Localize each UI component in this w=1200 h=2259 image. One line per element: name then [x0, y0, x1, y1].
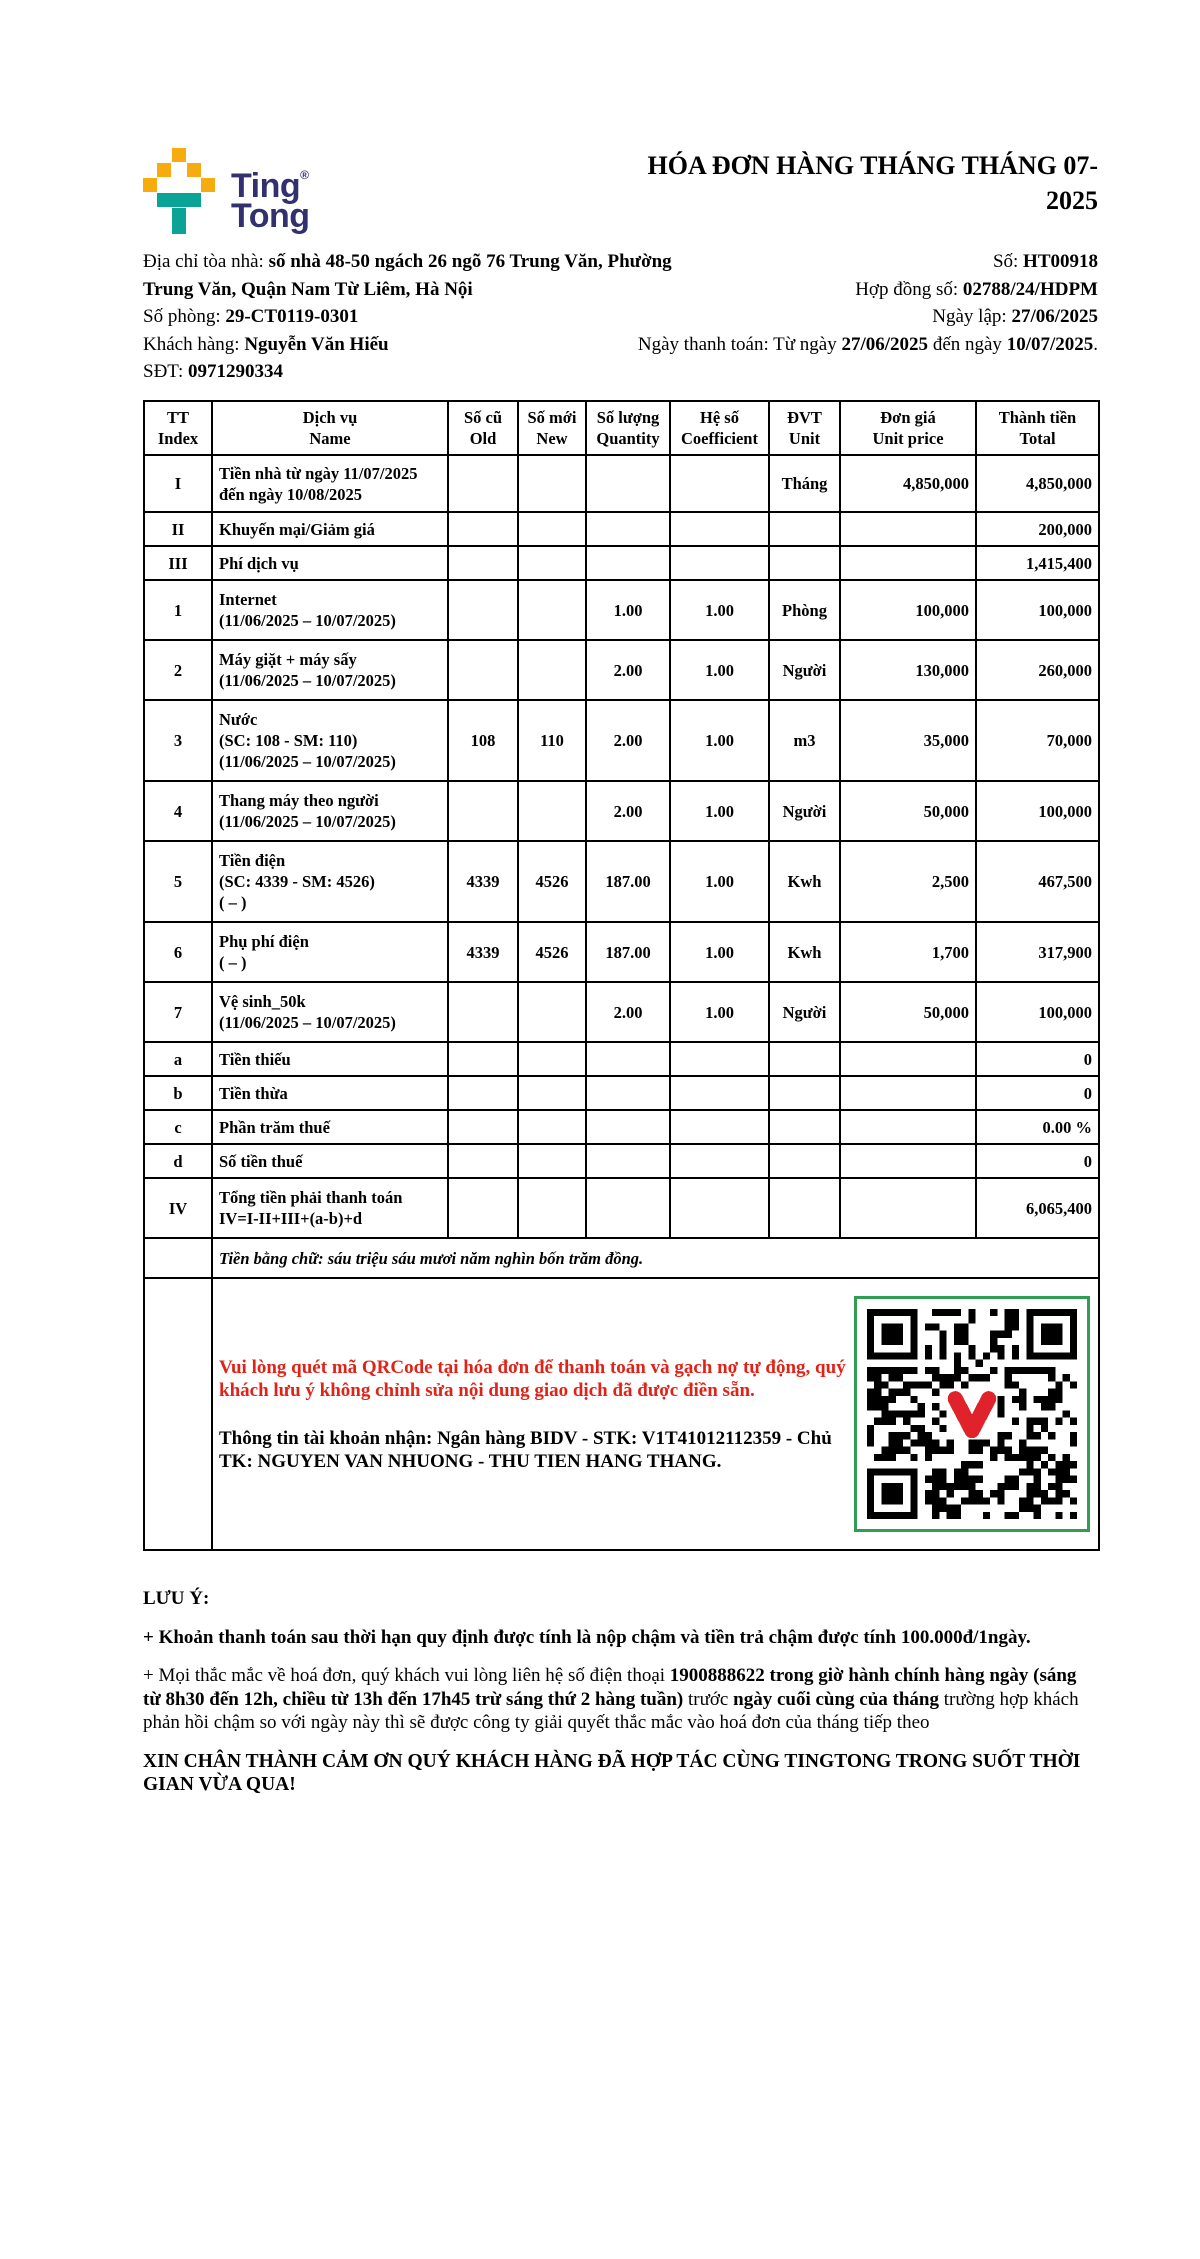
cell-name: Phụ phí điện ( – )	[212, 922, 448, 982]
invoice-title	[648, 148, 1098, 218]
cell-total: 467,500	[976, 841, 1099, 922]
cell-tt: b	[144, 1076, 212, 1110]
cell-unit: Người	[769, 640, 840, 700]
cell-coef	[670, 1110, 769, 1144]
notes-heading: LƯU Ý:	[143, 1588, 210, 1609]
cell-qty	[586, 546, 670, 580]
cell-new: 4526	[518, 841, 586, 922]
cell-total: 4,850,000	[976, 455, 1099, 512]
logo-pixel	[143, 178, 157, 192]
payment-cell	[212, 1278, 1099, 1550]
logo-pixel	[201, 178, 215, 192]
thanks-note: XIN CHÂN THÀNH CẢM ƠN QUÝ KHÁCH HÀNG ĐÃ HỢP TÁC CÙNG TINGTONG TRONG SUỐT THỜI GIAN VỪA QUA!	[143, 1750, 1081, 1795]
cell-new: 4526	[518, 922, 586, 982]
cell-unit	[769, 1110, 840, 1144]
cell-tt: 4	[144, 781, 212, 841]
invoice-info	[143, 248, 1098, 386]
cell-tt: III	[144, 546, 212, 580]
cell-tt: 3	[144, 700, 212, 781]
cell-price	[840, 1110, 976, 1144]
cell-coef: 1.00	[670, 781, 769, 841]
cell-coef: 1.00	[670, 982, 769, 1042]
cell-price	[840, 1042, 976, 1076]
cell-name: Tiền thừa	[212, 1076, 448, 1110]
cell-new	[518, 640, 586, 700]
cell-unit: Phòng	[769, 580, 840, 640]
cell-price: 2,500	[840, 841, 976, 922]
table-row	[144, 781, 1099, 841]
cell-name: Khuyến mại/Giảm giá	[212, 512, 448, 546]
cell-price: 50,000	[840, 781, 976, 841]
cell-total: 0	[976, 1144, 1099, 1178]
cell-unit: Kwh	[769, 841, 840, 922]
cell-total: 0	[976, 1042, 1099, 1076]
building-address-line2: Trung Văn, Quận Nam Từ Liêm, Hà Nội	[143, 278, 473, 300]
cell-new: 110	[518, 700, 586, 781]
invoice-info-right	[638, 248, 1098, 358]
cell-unit: Kwh	[769, 922, 840, 982]
cell-empty	[144, 1238, 212, 1278]
col-header-quantity: Số lượng Quantity	[586, 401, 670, 455]
cell-qty	[586, 1144, 670, 1178]
cell-old	[448, 1042, 518, 1076]
cell-old	[448, 982, 518, 1042]
cell-coef: 1.00	[670, 640, 769, 700]
cell-new	[518, 580, 586, 640]
table-row	[144, 982, 1099, 1042]
table-row	[144, 1076, 1099, 1110]
cell-total: 1,415,400	[976, 546, 1099, 580]
table-row	[144, 700, 1099, 781]
cell-old	[448, 546, 518, 580]
cell-name: Phí dịch vụ	[212, 546, 448, 580]
cell-qty: 2.00	[586, 700, 670, 781]
cell-qty: 187.00	[586, 922, 670, 982]
customer-phone: SĐT: 0971290334	[143, 361, 283, 382]
cell-qty	[586, 455, 670, 512]
cell-old	[448, 1110, 518, 1144]
table-row	[144, 1042, 1099, 1076]
cell-price: 100,000	[840, 580, 976, 640]
cell-unit: Người	[769, 781, 840, 841]
table-row	[144, 1144, 1099, 1178]
cell-price	[840, 1144, 976, 1178]
cell-name: Tiền nhà từ ngày 11/07/2025 đến ngày 10/08/2025	[212, 455, 448, 512]
cell-price: 1,700	[840, 922, 976, 982]
cell-total: 100,000	[976, 982, 1099, 1042]
invoice-table-body	[144, 455, 1099, 1238]
cell-coef	[670, 546, 769, 580]
contact-note: + Mọi thắc mắc về hoá đơn, quý khách vui lòng liên hệ số điện thoại 1900888622 trong giờ hành chính hàng ngày (sáng từ 8h30 đến 12h, chiều từ 13h đến 17h45 trừ sáng thứ 2 hàng tuần) trước ngày cuối cùng của tháng trường hợp khách phản hồi chậm so với ngày này thì sẽ được công ty giải quyết thắc mắc vào hoá đơn của tháng tiếp theo	[143, 1665, 1079, 1733]
cell-name: Tiền thiếu	[212, 1042, 448, 1076]
cell-unit	[769, 546, 840, 580]
cell-unit: m3	[769, 700, 840, 781]
payment-period: Ngày thanh toán: Từ ngày 27/06/2025 đến ngày 10/07/2025.	[637, 333, 1098, 355]
tingtong-logo-text: Ting® Tong	[231, 167, 310, 235]
col-header-unit-price: Đơn giá Unit price	[840, 401, 976, 455]
cell-old	[448, 1076, 518, 1110]
cell-price	[840, 546, 976, 580]
table-row	[144, 455, 1099, 512]
cell-qty: 1.00	[586, 580, 670, 640]
cell-old	[448, 512, 518, 546]
logo-pixel	[157, 193, 201, 207]
cell-price: 35,000	[840, 700, 976, 781]
col-header-coefficient: Hệ số Coefficient	[670, 401, 769, 455]
cell-new	[518, 512, 586, 546]
cell-tt: a	[144, 1042, 212, 1076]
logo-pixel	[172, 148, 186, 162]
cell-new	[518, 1144, 586, 1178]
customer-name: Khách hàng: Nguyễn Văn Hiếu	[143, 333, 389, 355]
cell-price	[840, 1178, 976, 1238]
invoice-header	[143, 148, 1098, 235]
cell-new	[518, 455, 586, 512]
table-header-row	[144, 401, 1099, 455]
cell-old	[448, 1178, 518, 1238]
account-info: Thông tin tài khoản nhận: Ngân hàng BIDV - STK: V1T41012112359 - Chủ TK: NGUYEN VAN NHUONG - THU TIEN HANG THANG.	[219, 1427, 832, 1472]
cell-unit	[769, 1076, 840, 1110]
cell-old: 4339	[448, 841, 518, 922]
col-header-index: TT Index	[144, 401, 212, 455]
cell-qty	[586, 512, 670, 546]
cell-old	[448, 455, 518, 512]
cell-tt: d	[144, 1144, 212, 1178]
cell-price: 130,000	[840, 640, 976, 700]
cell-tt: 5	[144, 841, 212, 922]
invoice-number: Số: HT00918	[992, 251, 1098, 272]
cell-qty	[586, 1042, 670, 1076]
cell-old: 4339	[448, 922, 518, 982]
cell-total: 0	[976, 1076, 1099, 1110]
qr-instruction: Vui lòng quét mã QRCode tại hóa đơn để thanh toán và gạch nợ tự động, quý khách lưu ý không chỉnh sửa nội dung giao dịch đã được điền sẵn.	[219, 1356, 846, 1401]
table-row	[144, 580, 1099, 640]
cell-total: 0.00 %	[976, 1110, 1099, 1144]
logo-pixel	[157, 163, 171, 177]
table-row	[144, 1110, 1099, 1144]
cell-old	[448, 580, 518, 640]
cell-price	[840, 1076, 976, 1110]
table-row	[144, 922, 1099, 982]
amount-in-words: Tiền bằng chữ: sáu triệu sáu mươi năm nghìn bốn trăm đồng.	[212, 1238, 1099, 1278]
cell-unit	[769, 1144, 840, 1178]
cell-new	[518, 781, 586, 841]
invoice-table	[143, 400, 1100, 1551]
room-number: Số phòng: 29-CT0119-0301	[143, 306, 359, 327]
invoice-title-line1: HÓA ĐƠN HÀNG THÁNG THÁNG 07-	[647, 151, 1098, 180]
table-row	[144, 512, 1099, 546]
cell-coef	[670, 1076, 769, 1110]
cell-tt: 2	[144, 640, 212, 700]
cell-coef	[670, 512, 769, 546]
cell-tt: I	[144, 455, 212, 512]
cell-qty: 187.00	[586, 841, 670, 922]
qr-code	[854, 1296, 1090, 1532]
cell-name: Internet (11/06/2025 – 10/07/2025)	[212, 580, 448, 640]
col-header-total: Thành tiền Total	[976, 401, 1099, 455]
cell-unit: Tháng	[769, 455, 840, 512]
cell-name: Tiền điện (SC: 4339 - SM: 4526) ( – )	[212, 841, 448, 922]
cell-coef	[670, 455, 769, 512]
cell-name: Máy giặt + máy sấy (11/06/2025 – 10/07/2025)	[212, 640, 448, 700]
cell-unit	[769, 1042, 840, 1076]
cell-unit	[769, 512, 840, 546]
registered-mark: ®	[300, 168, 309, 182]
cell-price: 4,850,000	[840, 455, 976, 512]
contract-number: Hợp đồng số: 02788/24/HDPM	[855, 278, 1098, 300]
cell-name: Tổng tiền phải thanh toán IV=I-II+III+(a-b)+d	[212, 1178, 448, 1238]
cell-unit	[769, 1178, 840, 1238]
cell-qty	[586, 1076, 670, 1110]
cell-coef: 1.00	[670, 700, 769, 781]
cell-tt: II	[144, 512, 212, 546]
cell-old	[448, 1144, 518, 1178]
cell-qty: 2.00	[586, 640, 670, 700]
cell-price	[840, 512, 976, 546]
cell-total: 100,000	[976, 580, 1099, 640]
cell-new	[518, 1042, 586, 1076]
col-header-name: Dịch vụ Name	[212, 401, 448, 455]
cell-coef: 1.00	[670, 841, 769, 922]
amount-in-words-row	[144, 1238, 1099, 1278]
cell-tt: 1	[144, 580, 212, 640]
cell-tt: IV	[144, 1178, 212, 1238]
cell-coef: 1.00	[670, 580, 769, 640]
col-header-unit: ĐVT Unit	[769, 401, 840, 455]
cell-total: 317,900	[976, 922, 1099, 982]
cell-tt: 7	[144, 982, 212, 1042]
cell-coef	[670, 1144, 769, 1178]
qr-code-image	[867, 1309, 1077, 1519]
cell-qty: 2.00	[586, 781, 670, 841]
cell-name: Vệ sinh_50k (11/06/2025 – 10/07/2025)	[212, 982, 448, 1042]
cell-old	[448, 640, 518, 700]
cell-empty	[144, 1278, 212, 1550]
cell-total: 100,000	[976, 781, 1099, 841]
issue-date: Ngày lập: 27/06/2025	[932, 306, 1098, 327]
invoice-footer	[143, 1587, 1098, 1797]
tingtong-logo	[143, 148, 310, 236]
cell-coef	[670, 1178, 769, 1238]
cell-new	[518, 1178, 586, 1238]
cell-name: Số tiền thuế	[212, 1144, 448, 1178]
table-row	[144, 546, 1099, 580]
cell-coef: 1.00	[670, 922, 769, 982]
table-row	[144, 841, 1099, 922]
col-header-old: Số cũ Old	[448, 401, 518, 455]
table-row	[144, 1178, 1099, 1238]
logo-pixel	[172, 208, 186, 234]
cell-total: 70,000	[976, 700, 1099, 781]
building-address: Địa chỉ tòa nhà: số nhà 48-50 ngách 26 ngõ 76 Trung Văn, Phường	[143, 251, 672, 272]
cell-name: Nước (SC: 108 - SM: 110) (11/06/2025 – 10/07/2025)	[212, 700, 448, 781]
cell-unit: Người	[769, 982, 840, 1042]
cell-total: 260,000	[976, 640, 1099, 700]
cell-total: 200,000	[976, 512, 1099, 546]
logo-pixel	[187, 163, 201, 177]
cell-new	[518, 1110, 586, 1144]
cell-price: 50,000	[840, 982, 976, 1042]
cell-old: 108	[448, 700, 518, 781]
cell-name: Thang máy theo người (11/06/2025 – 10/07/2025)	[212, 781, 448, 841]
late-payment-note: + Khoản thanh toán sau thời hạn quy định được tính là nộp chậm và tiền trả chậm được tính 100.000đ/1ngày.	[143, 1626, 1031, 1648]
cell-qty: 2.00	[586, 982, 670, 1042]
payment-text	[219, 1356, 859, 1473]
cell-total: 6,065,400	[976, 1178, 1099, 1238]
cell-new	[518, 1076, 586, 1110]
cell-old	[448, 781, 518, 841]
payment-row	[144, 1278, 1099, 1550]
table-row	[144, 640, 1099, 700]
cell-qty	[586, 1178, 670, 1238]
cell-name: Phần trăm thuế	[212, 1110, 448, 1144]
cell-new	[518, 546, 586, 580]
cell-new	[518, 982, 586, 1042]
cell-tt: c	[144, 1110, 212, 1144]
cell-coef	[670, 1042, 769, 1076]
tingtong-logo-icon	[143, 148, 217, 236]
cell-tt: 6	[144, 922, 212, 982]
col-header-new: Số mới New	[518, 401, 586, 455]
cell-qty	[586, 1110, 670, 1144]
invoice-title-line2: 2025	[1046, 186, 1098, 215]
